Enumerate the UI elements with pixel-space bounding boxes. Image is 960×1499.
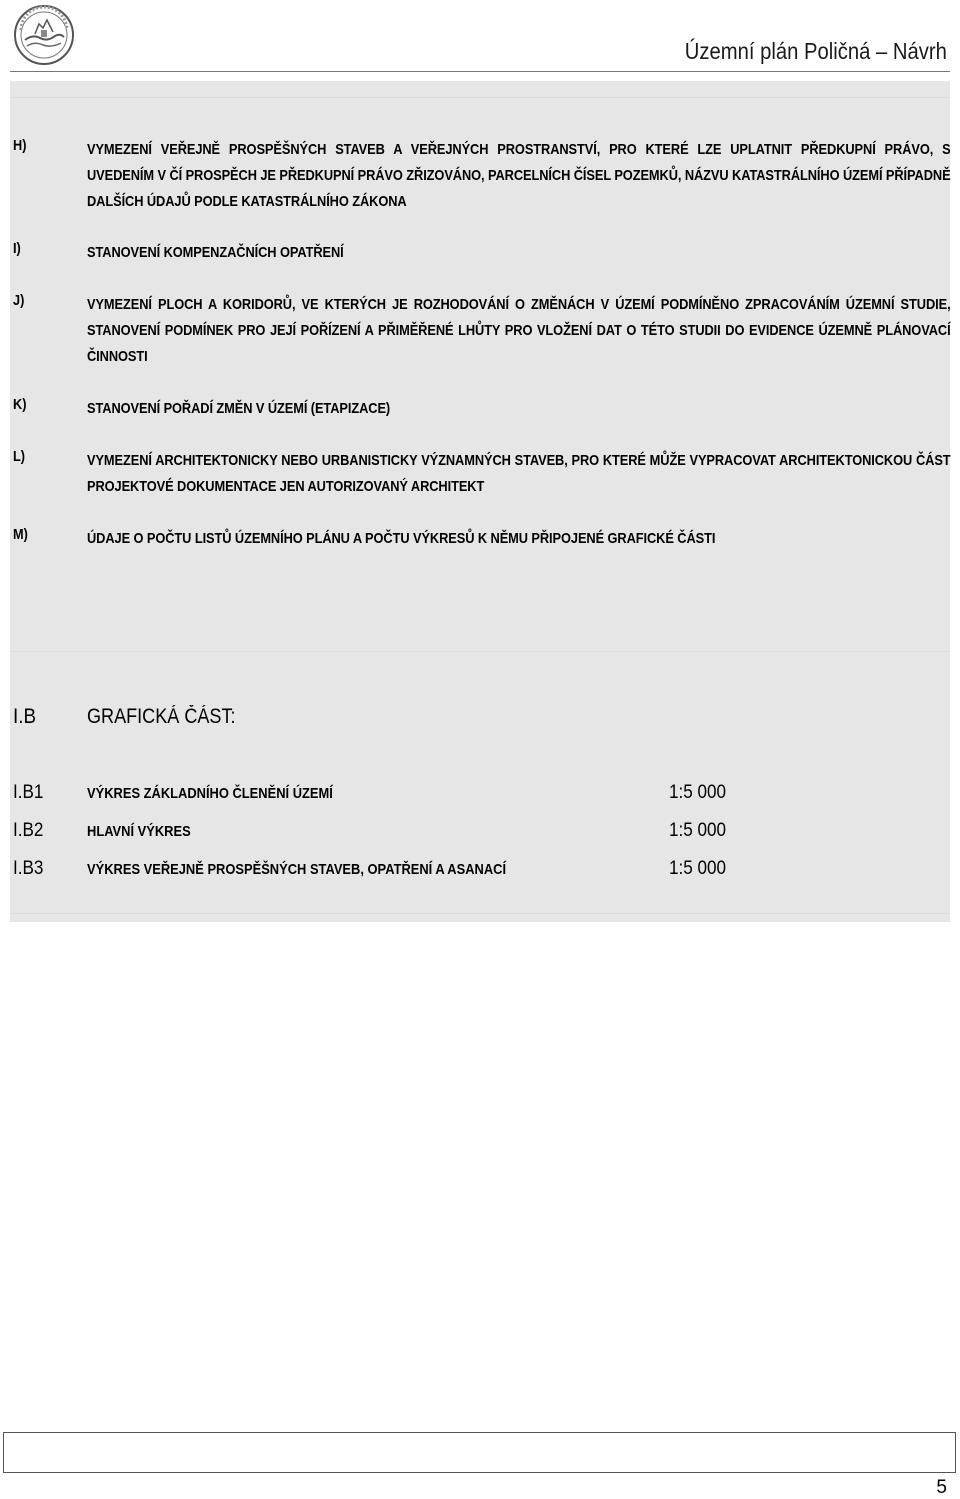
item-text: VYMEZENÍ VEŘEJNĚ PROSPĚŠNÝCH STAVEB A VEŘEJNÝCH PROSTRANSTVÍ, PRO KTERÉ LZE UPLATNIT PŘEDKUPNÍ PRÁVO, S UVEDENÍM V ČÍ PROSPĚCH JE PŘEDKUPNÍ PRÁVO ZŘIZOVÁNO, PARCELNÍCH ČÍSEL POZEMKŮ, NÁZVU KATASTRÁLNÍHO ÚZEMÍ PŘÍPADNĚ DALŠÍCH ÚDAJŮ PODLE KATASTRÁLNÍHO ZÁKONA <box>87 141 951 210</box>
section-title: GRAFICKÁ ČÁST: <box>87 705 236 728</box>
drawing-name: VÝKRES VEŘEJNĚ PROSPĚŠNÝCH STAVEB, OPATŘENÍ A ASANACÍ <box>87 861 507 878</box>
drawing-scale: 1:5 000 <box>669 782 727 803</box>
item-text: VYMEZENÍ PLOCH A KORIDORŮ, VE KTERÝCH JE ROZHODOVÁNÍ O ZMĚNÁCH V ÚZEMÍ PODMÍNĚNO ZPRACOVÁNÍM ÚZEMNÍ STUDIE, STANOVENÍ PODMÍNEK PRO JEJÍ POŘÍZENÍ A PŘIMĚŘENÉ LHŮTY PRO VLOŽENÍ DAT O TÉTO STUDII DO EVIDENCE ÚZEMNĚ PLÁNOVACÍ ČINNOSTI <box>87 296 951 365</box>
drawing-code: I.B2 <box>13 820 44 841</box>
item-text: ÚDAJE O POČTU LISTŮ ÚZEMNÍHO PLÁNU A POČTU VÝKRESŮ K NĚMU PŘIPOJENÉ GRAFICKÉ ČÁSTI <box>87 530 716 547</box>
drawing-code: I.B1 <box>13 782 44 803</box>
item-letter: K) <box>13 396 27 413</box>
drawing-name: HLAVNÍ VÝKRES <box>87 823 191 840</box>
header-divider <box>10 71 950 72</box>
municipal-seal-logo <box>13 4 75 66</box>
item-text: STANOVENÍ KOMPENZAČNÍCH OPATŘENÍ <box>87 244 344 261</box>
item-letter: I) <box>13 240 21 257</box>
item-text: VYMEZENÍ ARCHITEKTONICKY NEBO URBANISTICKY VÝZNAMNÝCH STAVEB, PRO KTERÉ MŮŽE VYPRACOVAT ARCHITEKTONICKOU ČÁST PROJEKTOVÉ DOKUMENTACE JEN AUTORIZOVANÝ ARCHITEKT <box>87 452 951 495</box>
item-letter: L) <box>13 448 26 465</box>
drawing-name: VÝKRES ZÁKLADNÍHO ČLENĚNÍ ÚZEMÍ <box>87 785 333 802</box>
drawing-code: I.B3 <box>13 858 44 879</box>
item-letter: J) <box>13 292 25 309</box>
drawing-scale: 1:5 000 <box>669 858 727 879</box>
section-code: I.B <box>13 705 37 728</box>
item-letter: H) <box>13 137 27 154</box>
item-letter: M) <box>13 526 28 543</box>
item-text: STANOVENÍ POŘADÍ ZMĚN V ÚZEMÍ (ETAPIZACE) <box>87 400 391 417</box>
contents-panel <box>10 81 950 922</box>
document-title: Územní plán Poličná – Návrh <box>684 38 947 64</box>
drawing-scale: 1:5 000 <box>669 820 727 841</box>
footer-frame <box>3 1432 956 1473</box>
page-number: 5 <box>936 1477 947 1498</box>
